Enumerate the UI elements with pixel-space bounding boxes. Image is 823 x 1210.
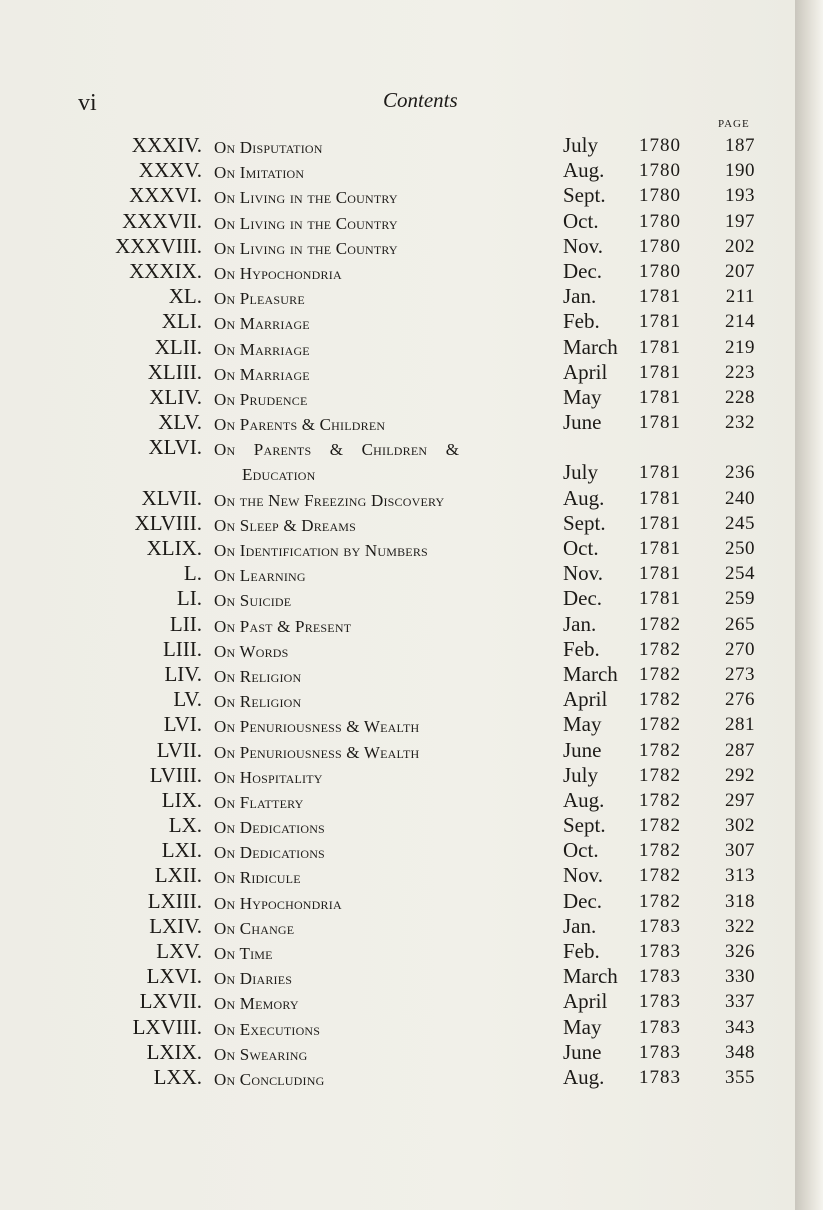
chapter-title — [214, 362, 559, 387]
chapter-title-text: On Living in the Country — [214, 238, 398, 258]
chapter-title — [214, 664, 559, 689]
issue-month: Jan. — [563, 611, 597, 636]
page-reference: 228 — [725, 386, 755, 408]
issue-year: 1782 — [639, 840, 681, 862]
page-reference: 197 — [725, 210, 755, 232]
issue-year: 1782 — [639, 663, 681, 685]
chapter-title — [214, 286, 559, 311]
page-number: vi — [78, 90, 97, 116]
contents-entry — [0, 284, 795, 309]
issue-year: 1780 — [639, 160, 681, 182]
contents-entry — [0, 259, 795, 284]
chapter-number: XLVI. — [148, 435, 202, 460]
issue-year: 1781 — [639, 588, 681, 610]
contents-entry — [0, 637, 795, 662]
chapter-number: LV. — [173, 687, 202, 712]
chapter-title — [214, 790, 559, 815]
page-reference: 223 — [725, 361, 755, 383]
page-reference: 287 — [725, 739, 755, 761]
chapter-number: XL. — [168, 284, 202, 309]
issue-year: 1780 — [639, 185, 681, 207]
chapter-title — [214, 714, 559, 739]
issue-month: May — [563, 384, 602, 409]
issue-year: 1783 — [639, 991, 681, 1013]
chapter-title-text: On Marriage — [214, 339, 310, 359]
chapter-number: XLV. — [158, 410, 202, 435]
issue-month: March — [563, 964, 618, 989]
contents-entry — [0, 687, 795, 712]
chapter-number: LI. — [176, 586, 202, 611]
page-reference: 343 — [725, 1016, 755, 1038]
page-reference: 254 — [725, 563, 755, 585]
page-reference: 276 — [725, 689, 755, 711]
chapter-title — [214, 412, 559, 437]
page-reference: 322 — [725, 915, 755, 937]
issue-month: Aug. — [563, 485, 605, 510]
chapter-number: XXXIX. — [129, 258, 202, 283]
chapter-number: LII. — [169, 611, 202, 636]
chapter-title-text: On Living in the Country — [214, 188, 398, 208]
page-reference: 330 — [725, 966, 755, 988]
chapter-title-text: On Memory — [214, 994, 299, 1014]
chapter-title-text: On the New Freezing Discovery — [214, 490, 445, 510]
contents-entry — [0, 1065, 795, 1090]
contents-entry — [0, 863, 795, 888]
chapter-title — [214, 563, 559, 588]
page-reference: 250 — [725, 538, 755, 560]
contents-entry — [0, 763, 795, 788]
chapter-number: LXVIII. — [132, 1014, 202, 1039]
issue-year: 1782 — [639, 764, 681, 786]
issue-month: July — [563, 762, 599, 787]
contents-entry — [0, 234, 795, 259]
chapter-title-text: On Swearing — [214, 1044, 308, 1064]
contents-entry — [0, 1040, 795, 1065]
chapter-title-text: On Past & Present — [214, 616, 352, 636]
chapter-number: XXXIV. — [131, 133, 202, 157]
issue-month: Feb. — [563, 939, 600, 964]
chapter-title-text: On Time — [214, 944, 273, 964]
issue-year: 1782 — [639, 865, 681, 887]
issue-year: 1781 — [639, 512, 681, 534]
issue-year: 1780 — [639, 135, 681, 156]
contents-entry — [0, 385, 795, 410]
issue-year: 1782 — [639, 638, 681, 660]
chapter-title-text: On Dedications — [214, 818, 325, 838]
issue-year: 1782 — [639, 613, 681, 635]
contents-entry — [0, 662, 795, 687]
issue-month: Dec. — [563, 258, 603, 283]
issue-year: 1781 — [639, 412, 681, 434]
chapter-title-text: On Concluding — [214, 1069, 325, 1089]
page-reference: 318 — [725, 890, 755, 912]
chapter-number: LVIII. — [149, 762, 202, 787]
issue-month: Nov. — [563, 863, 604, 888]
contents-entry — [0, 511, 795, 536]
chapter-title-text: On Penuriousness & Wealth — [214, 742, 420, 762]
contents-entry — [0, 486, 795, 511]
chapter-title-text: On Suicide — [214, 591, 292, 611]
issue-year: 1781 — [639, 361, 681, 383]
chapter-title — [214, 261, 559, 286]
chapter-title — [214, 135, 559, 160]
issue-year: 1782 — [639, 739, 681, 761]
chapter-title-text: On Marriage — [214, 364, 310, 384]
chapter-title-text: On Prudence — [214, 389, 308, 409]
issue-month: Jan. — [563, 913, 597, 938]
chapter-title-text: On Pleasure — [214, 289, 305, 309]
chapter-number: XLI. — [161, 309, 202, 334]
issue-month: Feb. — [563, 636, 600, 661]
issue-month: May — [563, 712, 602, 737]
running-title: Contents — [383, 88, 458, 112]
chapter-title — [214, 941, 559, 966]
chapter-title-text: On Parents & Children — [214, 415, 386, 435]
chapter-number: LXX. — [153, 1064, 202, 1089]
chapter-title — [214, 1067, 559, 1092]
issue-month: March — [563, 661, 618, 686]
chapter-title-text: On Disputation — [214, 138, 323, 157]
issue-month: Oct. — [563, 208, 599, 233]
issue-year: 1780 — [639, 260, 681, 282]
chapter-number: LXII. — [154, 863, 202, 888]
page-header — [78, 88, 758, 130]
chapter-number: XXXVI. — [129, 183, 202, 208]
chapter-title — [214, 437, 559, 487]
issue-month: April — [563, 359, 608, 384]
chapter-title-text: On Flattery — [214, 792, 304, 812]
issue-year: 1782 — [639, 714, 681, 736]
chapter-title-text: On Diaries — [214, 969, 293, 989]
chapter-title — [214, 891, 559, 916]
issue-month: Aug. — [563, 787, 605, 812]
contents-entry — [0, 712, 795, 737]
page-reference: 348 — [725, 1041, 755, 1063]
page-reference: 292 — [725, 764, 755, 786]
chapter-number: LXIX. — [146, 1039, 202, 1064]
issue-month: Sept. — [563, 510, 606, 535]
chapter-number: XXXVII. — [122, 208, 202, 233]
chapter-title — [214, 689, 559, 714]
chapter-title-text: On Parents & Children & — [214, 440, 460, 460]
contents-entry — [0, 889, 795, 914]
issue-month: Oct. — [563, 536, 599, 561]
page-reference: 214 — [725, 311, 755, 333]
contents-entry — [0, 1015, 795, 1040]
page-column-label: PAGE — [718, 118, 750, 130]
chapter-title — [214, 588, 559, 613]
contents-entry — [0, 335, 795, 360]
contents-list — [0, 133, 795, 1090]
chapter-title-text: On Identification by Numbers — [214, 541, 428, 561]
issue-month: Feb. — [563, 309, 600, 334]
page-reference: 245 — [725, 512, 755, 534]
page-reference: 202 — [725, 235, 755, 257]
chapter-title — [214, 765, 559, 790]
page-reference: 326 — [725, 941, 755, 963]
chapter-title-text: On Learning — [214, 566, 306, 586]
chapter-title-text: On Words — [214, 641, 289, 661]
chapter-title-text: On Hypochondria — [214, 263, 342, 283]
chapter-number: LXVII. — [139, 989, 202, 1014]
issue-month: April — [563, 687, 608, 712]
chapter-title — [214, 991, 559, 1016]
chapter-title-text: On Religion — [214, 692, 302, 712]
issue-year: 1783 — [639, 1066, 681, 1088]
chapter-number: LIII. — [162, 636, 202, 661]
issue-year: 1780 — [639, 210, 681, 232]
chapter-number: XLVII. — [141, 485, 202, 510]
issue-year: 1781 — [639, 563, 681, 585]
chapter-number: LXI. — [161, 838, 202, 863]
chapter-number: LIX. — [161, 787, 202, 812]
contents-entry — [0, 989, 795, 1014]
chapter-title — [214, 488, 559, 513]
issue-year: 1781 — [639, 286, 681, 308]
chapter-title — [214, 740, 559, 765]
issue-year: 1781 — [639, 311, 681, 333]
issue-month: Aug. — [563, 158, 605, 183]
chapter-number: L. — [183, 561, 202, 586]
chapter-number: XXXVIII. — [115, 233, 202, 258]
issue-month: May — [563, 1014, 602, 1039]
issue-year: 1781 — [639, 487, 681, 509]
chapter-title — [214, 387, 559, 412]
page-reference: 265 — [725, 613, 755, 635]
chapter-number: XLVIII. — [134, 510, 202, 535]
page-reference: 190 — [725, 160, 755, 182]
page-reference: 302 — [725, 815, 755, 837]
chapter-number: LVI. — [163, 712, 202, 737]
issue-month: Dec. — [563, 888, 603, 913]
issue-month: Nov. — [563, 561, 604, 586]
chapter-title-text: On Ridicule — [214, 868, 301, 888]
chapter-title-text: On Marriage — [214, 314, 310, 334]
chapter-title — [214, 1042, 559, 1067]
contents-entry — [0, 612, 795, 637]
contents-entry — [0, 964, 795, 989]
chapter-title-text: On Sleep & Dreams — [214, 515, 357, 535]
issue-year: 1783 — [639, 1041, 681, 1063]
contents-entry — [0, 183, 795, 208]
issue-month: June — [563, 1039, 602, 1064]
chapter-number: LX. — [168, 813, 202, 838]
issue-month: April — [563, 989, 608, 1014]
chapter-number: LIV. — [164, 661, 202, 686]
issue-year: 1783 — [639, 941, 681, 963]
chapter-number: LXIII. — [147, 888, 202, 913]
issue-year: 1782 — [639, 689, 681, 711]
issue-month: Aug. — [563, 1064, 605, 1089]
chapter-title — [214, 639, 559, 664]
issue-year: 1781 — [639, 336, 681, 358]
contents-entry — [0, 209, 795, 234]
issue-month: July — [563, 460, 599, 485]
contents-entry — [0, 309, 795, 334]
issue-year: 1781 — [639, 538, 681, 560]
chapter-title — [214, 815, 559, 840]
chapter-title-text: On Dedications — [214, 843, 325, 863]
chapter-title-text: On Religion — [214, 666, 302, 686]
issue-year: 1782 — [639, 815, 681, 837]
contents-entry — [0, 914, 795, 939]
contents-entry — [0, 838, 795, 863]
issue-month: Oct. — [563, 838, 599, 863]
page-reference: 307 — [725, 840, 755, 862]
chapter-title — [214, 236, 559, 261]
chapter-title — [214, 1017, 559, 1042]
contents-entry — [0, 738, 795, 763]
issue-year: 1782 — [639, 789, 681, 811]
page-reference: 273 — [725, 663, 755, 685]
contents-entry — [0, 813, 795, 838]
issue-month: Dec. — [563, 586, 603, 611]
issue-year: 1783 — [639, 1016, 681, 1038]
chapter-title — [214, 538, 559, 563]
chapter-title — [214, 865, 559, 890]
chapter-number: XLIV. — [149, 384, 202, 409]
issue-year: 1782 — [639, 890, 681, 912]
contents-entry — [0, 788, 795, 813]
page-reference: 240 — [725, 487, 755, 509]
issue-year: 1783 — [639, 966, 681, 988]
issue-year: 1781 — [639, 386, 681, 408]
chapter-title-text: On Hypochondria — [214, 893, 342, 913]
issue-month: Jan. — [563, 284, 597, 309]
chapter-number: LXIV. — [149, 913, 202, 938]
chapter-number: LVII. — [156, 737, 202, 762]
chapter-title-text: On Imitation — [214, 163, 305, 183]
page-reference: 281 — [725, 714, 755, 736]
contents-entry — [0, 158, 795, 183]
issue-month: Sept. — [563, 813, 606, 838]
chapter-title — [214, 513, 559, 538]
chapter-title-continuation: Education — [242, 465, 316, 485]
contents-entry — [0, 561, 795, 586]
page-reference: 187 — [725, 135, 755, 156]
contents-entry — [0, 360, 795, 385]
chapter-title-text: On Living in the Country — [214, 213, 398, 233]
chapter-title — [214, 840, 559, 865]
contents-entry — [0, 939, 795, 964]
chapter-title — [214, 160, 559, 185]
chapter-title-text: On Hospitality — [214, 767, 323, 787]
chapter-number: XLIX. — [146, 536, 202, 561]
chapter-title — [214, 185, 559, 210]
chapter-title-text: On Penuriousness & Wealth — [214, 717, 420, 737]
contents-entry — [0, 586, 795, 611]
contents-entry — [0, 133, 795, 158]
page-reference: 297 — [725, 789, 755, 811]
page-reference: 211 — [725, 286, 755, 308]
issue-month: June — [563, 410, 602, 435]
issue-month: Sept. — [563, 183, 606, 208]
chapter-number: XLIII. — [147, 359, 202, 384]
page-reference: 236 — [725, 462, 755, 484]
page-reference: 355 — [725, 1066, 755, 1088]
chapter-title-text: On Executions — [214, 1019, 321, 1039]
issue-year: 1781 — [639, 462, 681, 484]
chapter-number: XXXV. — [138, 158, 202, 183]
chapter-number: XLII. — [154, 334, 202, 359]
chapter-number: LXV. — [156, 939, 202, 964]
page-reference: 337 — [725, 991, 755, 1013]
page-reference: 270 — [725, 638, 755, 660]
issue-year: 1780 — [639, 235, 681, 257]
issue-month: July — [563, 133, 599, 157]
chapter-title — [214, 311, 559, 336]
page-reference: 207 — [725, 260, 755, 282]
page-reference: 259 — [725, 588, 755, 610]
chapter-title — [214, 337, 559, 362]
chapter-title — [214, 614, 559, 639]
chapter-title-text: On Change — [214, 918, 295, 938]
chapter-title — [214, 211, 559, 236]
issue-month: March — [563, 334, 618, 359]
contents-entry — [0, 410, 795, 435]
page-reference: 232 — [725, 412, 755, 434]
chapter-number: LXVI. — [146, 964, 202, 989]
page-edge — [795, 0, 823, 1210]
issue-year: 1783 — [639, 915, 681, 937]
page-reference: 193 — [725, 185, 755, 207]
chapter-title — [214, 966, 559, 991]
chapter-title — [214, 916, 559, 941]
issue-month: June — [563, 737, 602, 762]
page-reference: 313 — [725, 865, 755, 887]
issue-month: Nov. — [563, 233, 604, 258]
page-reference: 219 — [725, 336, 755, 358]
contents-entry — [0, 435, 795, 485]
contents-entry — [0, 536, 795, 561]
